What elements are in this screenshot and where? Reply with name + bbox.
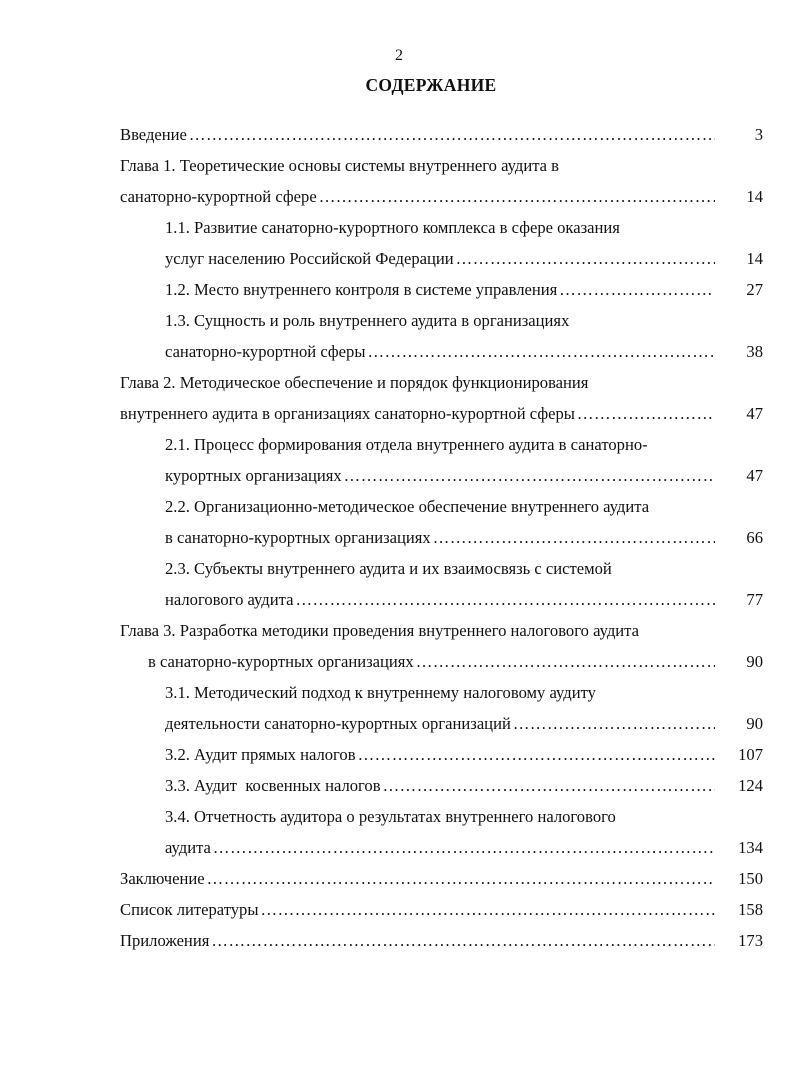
- toc-entry-section-2-3[interactable]: [120, 553, 763, 584]
- toc-entry-text: 3.1. Методический подход к внутреннему налоговому аудиту: [165, 683, 596, 702]
- toc-entry-section-1-3-cont[interactable]: [120, 336, 763, 367]
- toc-page-number: 14: [746, 249, 763, 268]
- dot-leader: [433, 522, 715, 553]
- dot-leader: [207, 863, 715, 894]
- toc-entry-chapter-2-cont[interactable]: [120, 398, 763, 429]
- dot-leader: [367, 336, 715, 367]
- dot-leader: [319, 181, 715, 212]
- toc-entry-intro[interactable]: [120, 119, 763, 150]
- toc-entry-appendices[interactable]: [120, 925, 763, 956]
- toc-entry-text: Список литературы: [120, 900, 259, 919]
- toc-entry-text: 3.3. Аудит косвенных налогов: [165, 776, 381, 795]
- toc-entry-section-3-1[interactable]: [120, 677, 763, 708]
- toc-entry-section-1-1[interactable]: [120, 212, 763, 243]
- dot-leader: [416, 646, 715, 677]
- toc-page-number: 38: [746, 342, 763, 361]
- toc-entry-chapter-2[interactable]: [120, 367, 763, 398]
- toc-entry-text: Приложения: [120, 931, 210, 950]
- toc-entry-text: Глава 3. Разработка методики проведения внутреннего налогового аудита: [120, 621, 639, 640]
- page-number: 2: [395, 47, 403, 64]
- dot-leader: [383, 770, 715, 801]
- toc-entry-text: 2.1. Процесс формирования отдела внутреннего аудита в санаторно-: [165, 435, 648, 454]
- toc-page-number: 124: [738, 776, 763, 795]
- dot-leader: [189, 119, 715, 150]
- toc-page-number: 77: [746, 590, 763, 609]
- dot-leader: [577, 398, 715, 429]
- toc-page-number: 14: [746, 187, 763, 206]
- toc-entry-conclusion[interactable]: [120, 863, 763, 894]
- toc-page-number: 66: [746, 528, 763, 547]
- toc-entry-section-3-3[interactable]: [120, 770, 763, 801]
- toc-entry-section-2-2[interactable]: [120, 491, 763, 522]
- dot-leader: [213, 832, 715, 863]
- toc-entry-text: 2.2. Организационно-методическое обеспечение внутреннего аудита: [165, 497, 650, 516]
- toc-entry-chapter-3-cont[interactable]: [120, 646, 763, 677]
- toc-entry-text: в санаторно-курортных организациях: [165, 528, 431, 547]
- dot-leader: [358, 739, 715, 770]
- toc-entry-text: 3.2. Аудит прямых налогов: [165, 745, 356, 764]
- toc-entry-section-2-1-cont[interactable]: [120, 460, 763, 491]
- toc-page-number: 134: [738, 838, 763, 857]
- toc-entry-text: деятельности санаторно-курортных организаций: [165, 714, 511, 733]
- toc-entry-text: в санаторно-курортных организациях: [148, 652, 414, 671]
- toc-entry-text: 2.3. Субъекты внутреннего аудита и их взаимосвязь с системой: [165, 559, 612, 578]
- dot-leader: [456, 243, 715, 274]
- toc-entry-section-1-2[interactable]: [120, 274, 763, 305]
- toc-entry-text: курортных организациях: [165, 466, 342, 485]
- toc-entry-references[interactable]: [120, 894, 763, 925]
- table-of-contents: [120, 119, 763, 956]
- toc-entry-text: Введение: [120, 125, 187, 144]
- toc-page-number: 3: [754, 125, 763, 144]
- toc-entry-text: 3.4. Отчетность аудитора о результатах внутреннего налогового: [165, 807, 616, 826]
- toc-entry-chapter-1[interactable]: [120, 150, 763, 181]
- toc-entry-section-3-4[interactable]: [120, 801, 763, 832]
- toc-page-number: 47: [746, 404, 763, 423]
- toc-entry-section-2-2-cont[interactable]: [120, 522, 763, 553]
- toc-entry-section-1-1-cont[interactable]: [120, 243, 763, 274]
- dot-leader: [295, 584, 715, 615]
- toc-entry-chapter-1-cont[interactable]: [120, 181, 763, 212]
- toc-entry-text: Заключение: [120, 869, 205, 888]
- toc-page-number: 27: [746, 280, 763, 299]
- page-title: СОДЕРЖАНИЕ: [365, 75, 497, 95]
- toc-page-number: 90: [746, 652, 763, 671]
- toc-entry-text: Глава 2. Методическое обеспечение и порядок функционирования: [120, 373, 589, 392]
- toc-page-number: 107: [738, 745, 763, 764]
- toc-entry-text: 1.3. Сущность и роль внутреннего аудита в организациях: [165, 311, 570, 330]
- toc-entry-text: услуг населению Российской Федерации: [165, 249, 454, 268]
- toc-page-number: 158: [738, 900, 763, 919]
- toc-entry-text: санаторно-курортной сферы: [165, 342, 366, 361]
- toc-entry-section-1-3[interactable]: [120, 305, 763, 336]
- toc-entry-text: санаторно-курортной сфере: [120, 187, 317, 206]
- dot-leader: [211, 925, 715, 956]
- toc-entry-text: 1.1. Развитие санаторно-курортного комплекса в сфере оказания: [165, 218, 620, 237]
- dot-leader: [513, 708, 715, 739]
- toc-entry-section-3-1-cont[interactable]: [120, 708, 763, 739]
- toc-entry-section-3-2[interactable]: [120, 739, 763, 770]
- toc-page-number: 150: [738, 869, 763, 888]
- toc-page-number: 90: [746, 714, 763, 733]
- toc-entry-text: налогового аудита: [165, 590, 294, 609]
- toc-entry-text: Глава 1. Теоретические основы системы внутреннего аудита в: [120, 156, 560, 175]
- dot-leader: [261, 894, 716, 925]
- toc-entry-text: аудита: [165, 838, 211, 857]
- toc-page-number: 173: [738, 931, 763, 950]
- dot-leader: [559, 274, 715, 305]
- dot-leader: [344, 460, 715, 491]
- toc-entry-chapter-3[interactable]: [120, 615, 763, 646]
- toc-entry-text: внутреннего аудита в организациях санаторно-курортной сферы: [120, 404, 575, 423]
- toc-entry-section-2-3-cont[interactable]: [120, 584, 763, 615]
- toc-entry-text: 1.2. Место внутреннего контроля в системе управления: [165, 280, 558, 299]
- toc-entry-section-2-1[interactable]: [120, 429, 763, 460]
- toc-entry-section-3-4-cont[interactable]: [120, 832, 763, 863]
- toc-page-number: 47: [746, 466, 763, 485]
